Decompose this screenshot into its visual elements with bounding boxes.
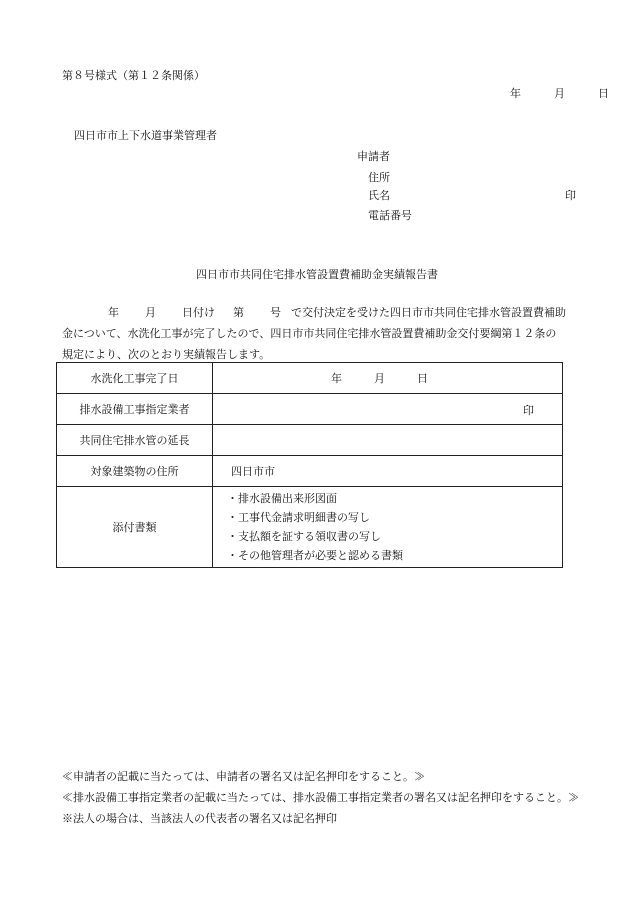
submission-date xyxy=(510,85,609,101)
table-row xyxy=(57,487,563,568)
body-day: 日付け xyxy=(182,306,215,319)
building-address-field[interactable] xyxy=(213,456,563,487)
body-line-1 xyxy=(62,302,592,323)
form-number: 第８号様式（第１２条関係） xyxy=(62,69,205,82)
attachment-item: ・その他管理者が必要と認める書類 xyxy=(227,549,403,562)
completion-date-field[interactable] xyxy=(213,363,563,394)
applicant-heading: 申請者 xyxy=(357,150,390,163)
building-address-value: 四日市市 xyxy=(231,465,275,478)
body-line-2: 金について、水洗化工事が完了したので、四日市市共同住宅排水管設置費補助金交付要綱第１２条の xyxy=(62,327,557,340)
contractor-seal-mark: 印 xyxy=(523,404,534,417)
body-line-1-text: で交付決定を受けた四日市市共同住宅排水管設置費補助 xyxy=(291,306,566,319)
completion-month-label: 月 xyxy=(374,372,385,385)
attachment-item: ・工事代金請求明細書の写し xyxy=(227,511,370,524)
report-body xyxy=(62,302,592,365)
completion-date-label: 水洗化工事完了日 xyxy=(57,363,213,394)
completion-day-label: 日 xyxy=(417,372,428,385)
document-title: 四日市市共同住宅排水管設置費補助金実績報告書 xyxy=(196,268,438,281)
table-row xyxy=(57,363,563,394)
date-year-label: 年 xyxy=(510,87,521,100)
body-dai: 第 xyxy=(233,306,244,319)
body-go: 号 xyxy=(270,306,281,319)
contractor-field[interactable] xyxy=(213,394,563,425)
applicant-name-label: 氏名 xyxy=(368,189,390,202)
date-day-label: 日 xyxy=(598,87,609,100)
report-table xyxy=(56,362,563,568)
building-address-label: 対象建築物の住所 xyxy=(57,456,213,487)
addressee: 四日市市上下水道事業管理者 xyxy=(74,129,217,142)
contractor-label: 排水設備工事指定業者 xyxy=(57,394,213,425)
table-row xyxy=(57,425,563,456)
attachments-label: 添付書類 xyxy=(57,487,213,568)
completion-year-label: 年 xyxy=(331,372,342,385)
table-row xyxy=(57,394,563,425)
attachment-item: ・支払額を証する領収書の写し xyxy=(227,530,381,543)
note-applicant: ≪申請者の記載に当たっては、申請者の署名又は記名押印をすること。≫ xyxy=(62,770,425,783)
applicant-address-label: 住所 xyxy=(368,171,390,184)
pipe-length-field[interactable] xyxy=(213,425,563,456)
attachments-field xyxy=(213,487,563,568)
applicant-seal-mark: 印 xyxy=(565,189,576,202)
attachment-item: ・排水設備出来形図面 xyxy=(227,492,337,505)
pipe-length-label: 共同住宅排水管の延長 xyxy=(57,425,213,456)
applicant-phone-label: 電話番号 xyxy=(368,209,412,222)
note-contractor: ≪排水設備工事指定業者の記載に当たっては、排水設備工事指定業者の署名又は記名押印をすること。≫ xyxy=(62,791,579,804)
note-corporation: ※法人の場合は、当該法人の代表者の署名又は記名押印 xyxy=(62,812,337,825)
date-month-label: 月 xyxy=(554,87,565,100)
body-year: 年 xyxy=(108,306,119,319)
body-month: 月 xyxy=(145,306,156,319)
body-line-3: 規定により、次のとおり実績報告します。 xyxy=(62,348,271,361)
notes xyxy=(62,766,579,829)
table-row xyxy=(57,456,563,487)
